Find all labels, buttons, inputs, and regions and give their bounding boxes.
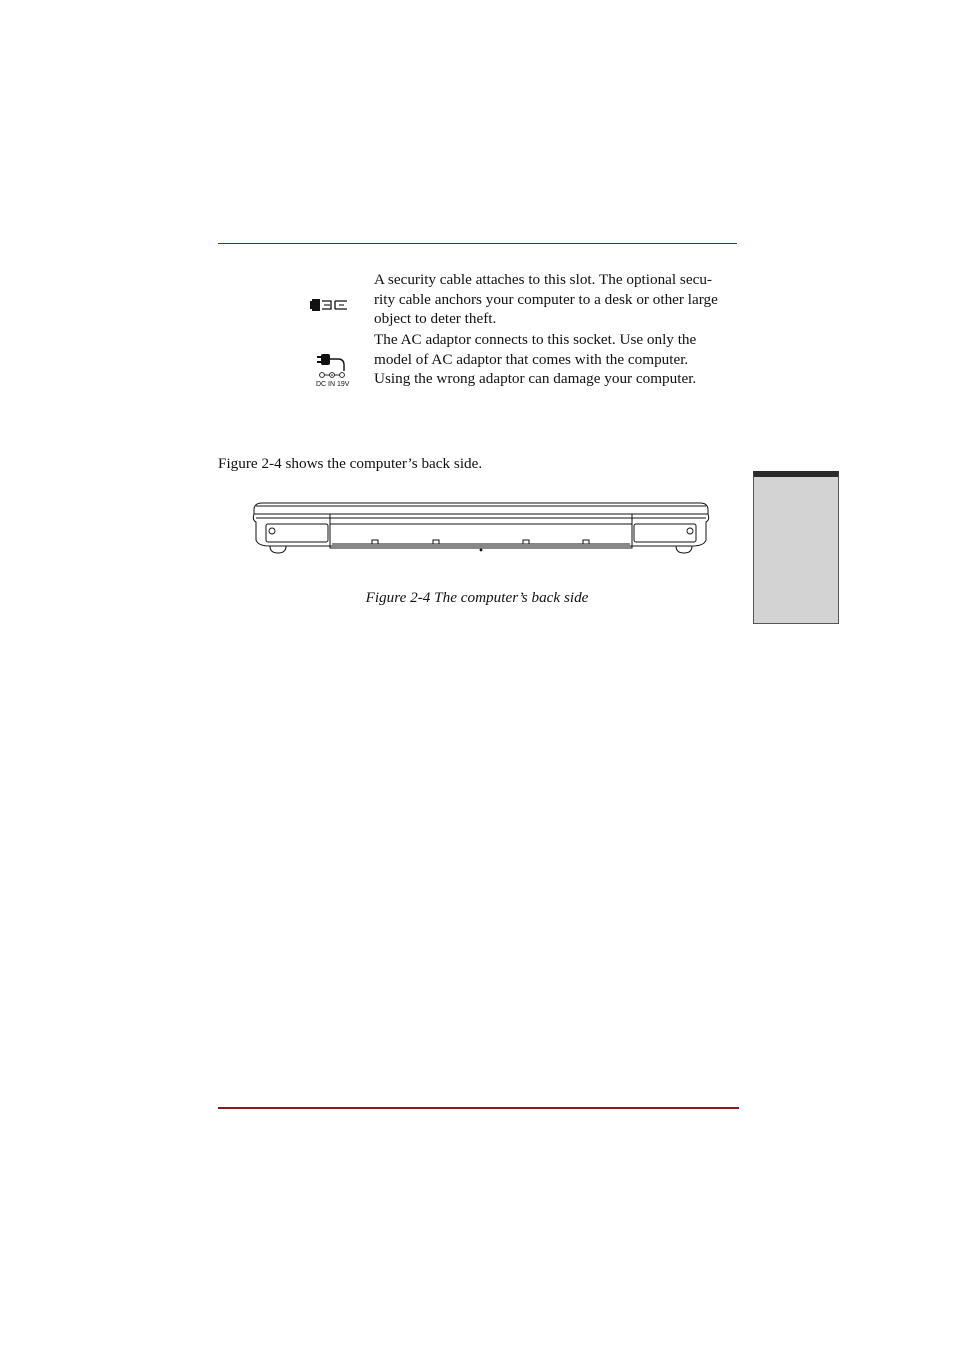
dc-power-plug-icon	[314, 351, 350, 381]
intro-paragraph: Figure 2-4 shows the computer’s back side.	[218, 455, 483, 472]
description-line: rity cable anchors your computer to a desk or other large	[374, 290, 718, 308]
header-rule	[218, 243, 737, 244]
description-line: Using the wrong adaptor can damage your computer.	[374, 370, 697, 387]
figure-caption: Figure 2-4 The computer’s back side	[365, 589, 589, 606]
computer-back-side-figure	[250, 500, 712, 558]
dc-in-description	[374, 330, 736, 389]
description-line: model of AC adaptor that comes with the computer.	[374, 350, 689, 368]
security-lock-icon	[309, 298, 349, 312]
footer-rule	[218, 1107, 739, 1109]
chapter-side-tab	[753, 471, 839, 624]
description-line: object to deter theft.	[374, 310, 497, 327]
description-line: A security cable attaches to this slot. The optional secu-	[374, 271, 712, 288]
dc-in-label: DC IN 19V	[316, 381, 350, 388]
description-line: The AC adaptor connects to this socket. Use only the	[374, 331, 697, 348]
security-slot-description	[374, 270, 736, 329]
